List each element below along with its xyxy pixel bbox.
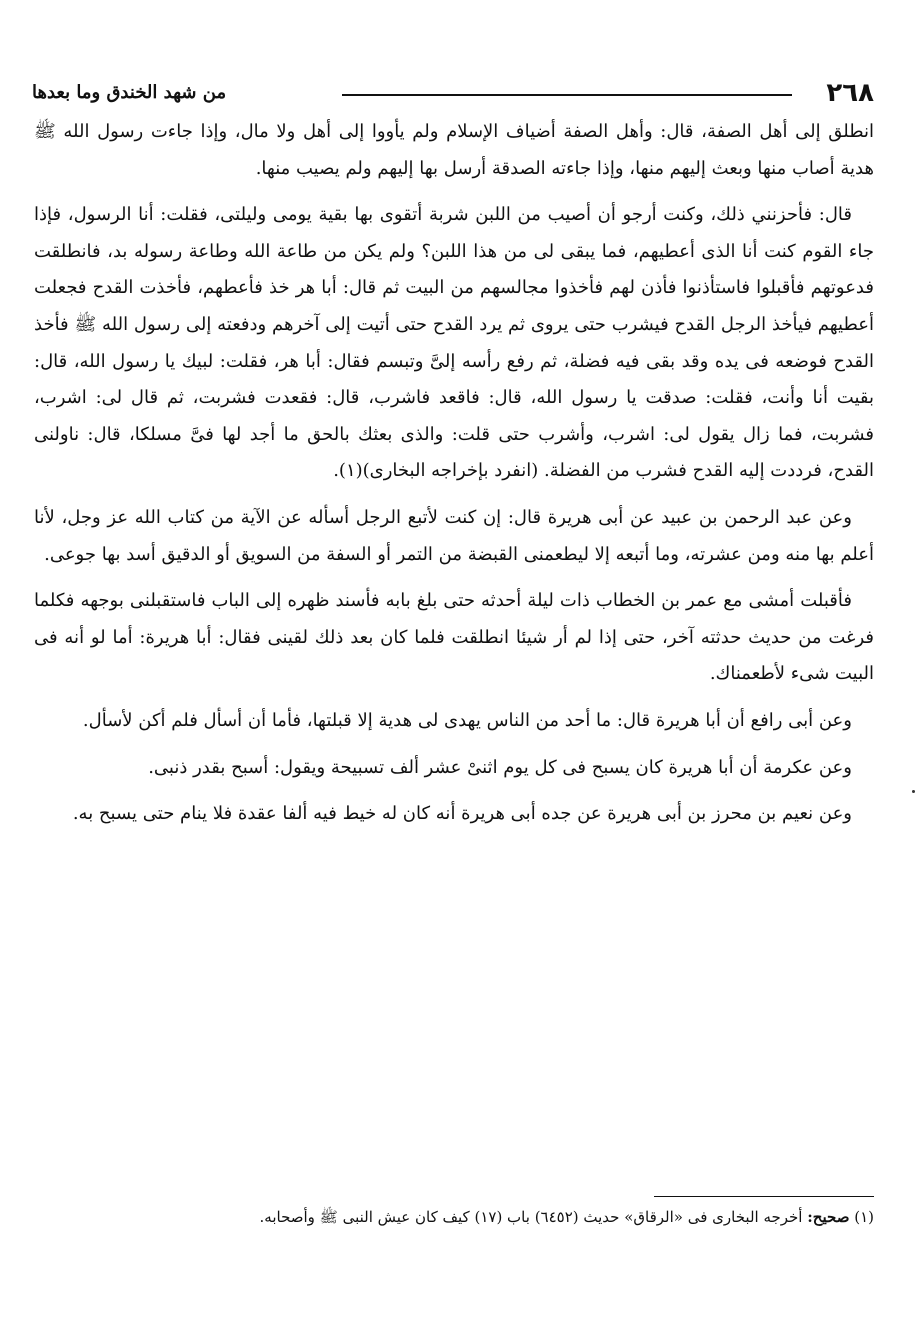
page-number: ٢٦٨ xyxy=(826,78,874,108)
paragraph: وعن أبى رافع أن أبا هريرة قال: ما أحد من الناس يهدى لى هدية إلا قبلتها، فأما أن أسأل فلم أكن لأسأل. xyxy=(82,709,852,731)
footnote-text: أخرجه البخارى فى «الرقاق» حديث (٦٤٥٢) باب (١٧) كيف كان عيش النبى ﷺ وأصحابه. xyxy=(259,1208,803,1226)
paragraph: وعن عكرمة أن أبا هريرة كان يسبح فى كل يوم اثنىْ عشر ألف تسبيحة ويقول: أسبح بقدر ذنبى. xyxy=(148,756,852,778)
header-rule xyxy=(342,94,792,96)
paragraph: فأقبلت أمشى مع عمر بن الخطاب ذات ليلة أحدثه حتى بلغ بابه فأسند ظهره إلى الباب فاستقبلنى بوجهه فكلما فرغت من حديث حدثته آخر، حتى إذا لم أر شيئا انطلقت فلما كان بعد ذلك لقينى فقال: أبا هريرة: أما لو أنه فى البيت شىء لأطعمناك. xyxy=(34,590,875,685)
paragraph: وعن نعيم بن محرز بن أبى هريرة عن جده أبى هريرة أنه كان له خيط فيه ألفا عقدة فلا ينام حتى يسبح به. xyxy=(72,803,852,825)
footnote xyxy=(34,1204,874,1230)
paragraph: انطلق إلى أهل الصفة، قال: وأهل الصفة أضياف الإسلام ولم يأووا إلى أهل ولا مال، وإذا جاءت رسول الله ﷺ هدية أصاب منها وبعث إليهم منها، وإذا جاءته الصدقة أرسل بها إليهم ولم يصيب منها. xyxy=(34,121,874,179)
running-title: من شهد الخندق وما بعدها xyxy=(32,82,227,103)
paragraph: قال: فأحزنني ذلك، وكنت أرجو أن أصيب من اللبن شربة أتقوى بها بقية يومى وليلتى، فقلت: أنا الرسول، فإذا جاء القوم كنت أنا الذى أعطيهم، فما يبقى لى من هذا اللبن؟ ولم يكن من طاعة الله وطاعة رسوله بد، فانطلقت فدعوتهم فأقبلوا فاستأذنوا فأذن لهم فأخذوا مجالسهم من البيت ثم قال: أبا هر خذ فأعطهم، فأخذت القدح فجعلت أعطيهم فيأخذ الرجل القدح فيشرب حتى يروى ثم يرد القدح حتى أتيت إلى آخرهم ودفعته إلى رسول الله ﷺ فأخذ القدح فوضعه فى يده وقد بقى فيه فضلة، ثم رفع رأسه إلىَّ وتبسم فقال: أبا هر، فقلت: لبيك يا رسول الله، قال: بقيت أنا وأنت، فقلت: صدقت يا رسول الله، قال: فاقعد فاشرب، قال: فقعدت فشربت، ثم قال لى: اشرب، فشربت، فما زال يقول لى: اشرب، وأشرب حتى قلت: والذى بعثك بالحق ما أجد لها فىَّ مسلكا، قال: ناولنى القدح، فرددت إليه القدح فشرب من الفضلة. (انفرد بإخراجه البخارى)(١). xyxy=(34,204,874,482)
main-text xyxy=(34,114,874,843)
margin-mark xyxy=(912,790,915,793)
footnote-label: صحيح: xyxy=(807,1208,850,1226)
footnote-rule xyxy=(654,1196,874,1197)
paragraph: وعن عبد الرحمن بن عبيد عن أبى هريرة قال: إن كنت لأتبع الرجل أسأله عن الآية من كتاب الله عز وجل، لأنا أعلم بها منه ومن عشرته، وما أتبعه إلا ليطعمنى القبضة من التمر أو السفة من السويق أو الدقيق أسد بها جوعى. xyxy=(34,506,874,565)
footnote-number: (١) xyxy=(854,1208,874,1226)
page-header xyxy=(32,78,874,114)
